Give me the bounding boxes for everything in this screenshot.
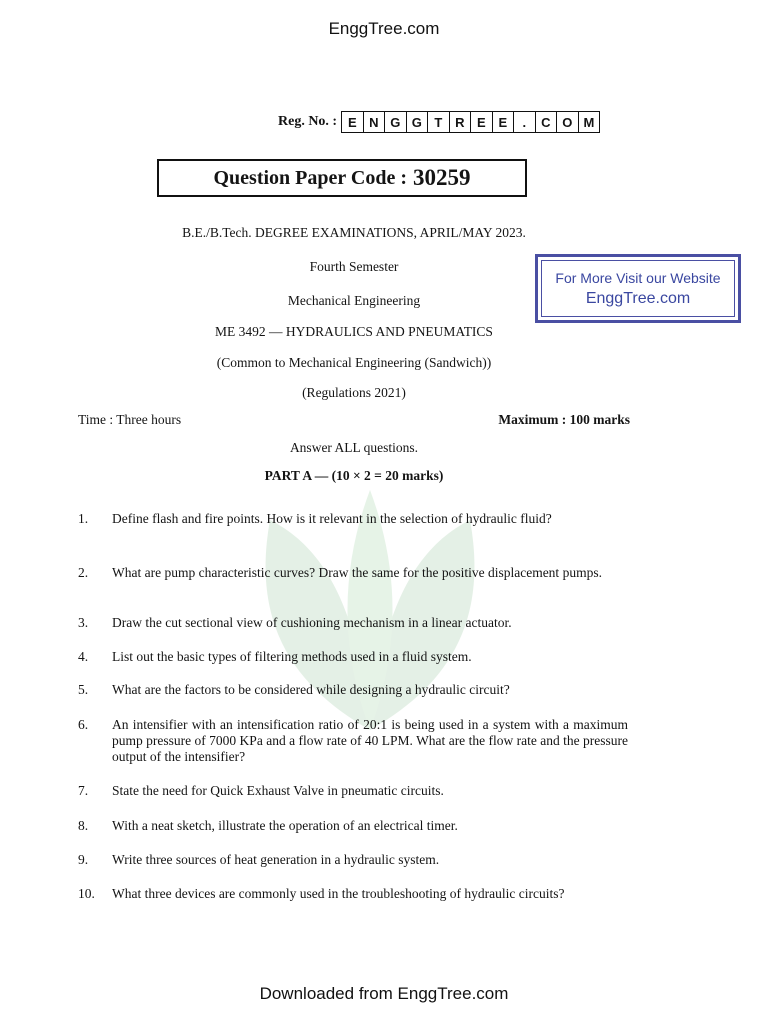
question-number: 4. (78, 649, 89, 664)
question-number: 8. (78, 818, 89, 833)
question-paper-code-value: 30259 (413, 165, 471, 190)
course-title: ME 3492 — HYDRAULICS AND PNEUMATICS (215, 324, 493, 339)
reg-cell: C (536, 112, 558, 132)
question-text: List out the basic types of filtering methods used in a fluid system. (112, 649, 472, 664)
question-number: 10. (78, 886, 95, 901)
time-allowed: Time : Three hours (78, 412, 182, 427)
question-text: An intensifier with an intensification ratio of 20:1 is being used in a system with a maximum pump pressure of 7000 KPa and a flow rate of 40 LPM. What are the flow rate and the pressure output of the intensifier? (112, 717, 628, 764)
instruction: Answer ALL questions. (289, 440, 419, 455)
reg-number-label: Reg. No. : (278, 114, 338, 129)
reg-cell: . (514, 112, 536, 132)
exam-title: B.E./B.Tech. DEGREE EXAMINATIONS, APRIL/MAY 2023. (182, 225, 526, 240)
part-heading: PART A — (10 × 2 = 20 marks) (264, 468, 444, 483)
regulations: (Regulations 2021) (302, 385, 406, 400)
reg-number-row (278, 110, 600, 134)
question-text: Draw the cut sectional view of cushioning mechanism in a linear actuator. (112, 615, 512, 630)
question-number: 3. (78, 615, 89, 630)
reg-number-boxes (341, 111, 600, 133)
reg-cell: E (471, 112, 493, 132)
question-number: 1. (78, 511, 89, 526)
reg-cell: O (557, 112, 579, 132)
department: Mechanical Engineering (287, 293, 421, 308)
time-marks-row (78, 412, 630, 428)
reg-cell: R (450, 112, 472, 132)
question-text: State the need for Quick Exhaust Valve in pneumatic circuits. (112, 783, 444, 798)
question-text: What are pump characteristic curves? Draw the same for the positive displacement pumps. (112, 565, 602, 580)
download-footer: Downloaded from EnggTree.com (259, 984, 509, 1003)
question-number: 6. (78, 717, 89, 732)
question-paper-code-label: Question Paper Code : (213, 166, 407, 189)
reg-cell: E (493, 112, 515, 132)
semester: Fourth Semester (309, 259, 399, 274)
site-header: EnggTree.com (328, 19, 440, 38)
reg-cell: T (428, 112, 450, 132)
question-paper-code-box (157, 159, 527, 197)
question-number: 9. (78, 852, 89, 867)
reg-cell: M (583, 114, 595, 130)
question-number: 7. (78, 783, 89, 798)
question-text: With a neat sketch, illustrate the operation of an electrical timer. (112, 818, 458, 833)
question-text: Define flash and fire points. How is it relevant in the selection of hydraulic fluid? (112, 511, 552, 526)
common-note: (Common to Mechanical Engineering (Sandwich)) (216, 355, 492, 370)
website-promo-text: For More Visit our Website (555, 269, 721, 286)
reg-cell: G (385, 112, 407, 132)
maximum-marks: Maximum : 100 marks (498, 412, 630, 427)
question-text: What are the factors to be considered while designing a hydraulic circuit? (112, 682, 510, 697)
question-number: 2. (78, 565, 89, 580)
question-text: What three devices are commonly used in the troubleshooting of hydraulic circuits? (112, 886, 565, 901)
reg-cell: N (364, 112, 386, 132)
website-promo-box[interactable] (535, 254, 741, 323)
reg-cell: E (342, 112, 364, 132)
question-text: Write three sources of heat generation in a hydraulic system. (112, 852, 440, 867)
reg-cell: G (407, 112, 429, 132)
website-promo-link[interactable]: EnggTree.com (585, 289, 691, 307)
question-number: 5. (78, 682, 89, 697)
